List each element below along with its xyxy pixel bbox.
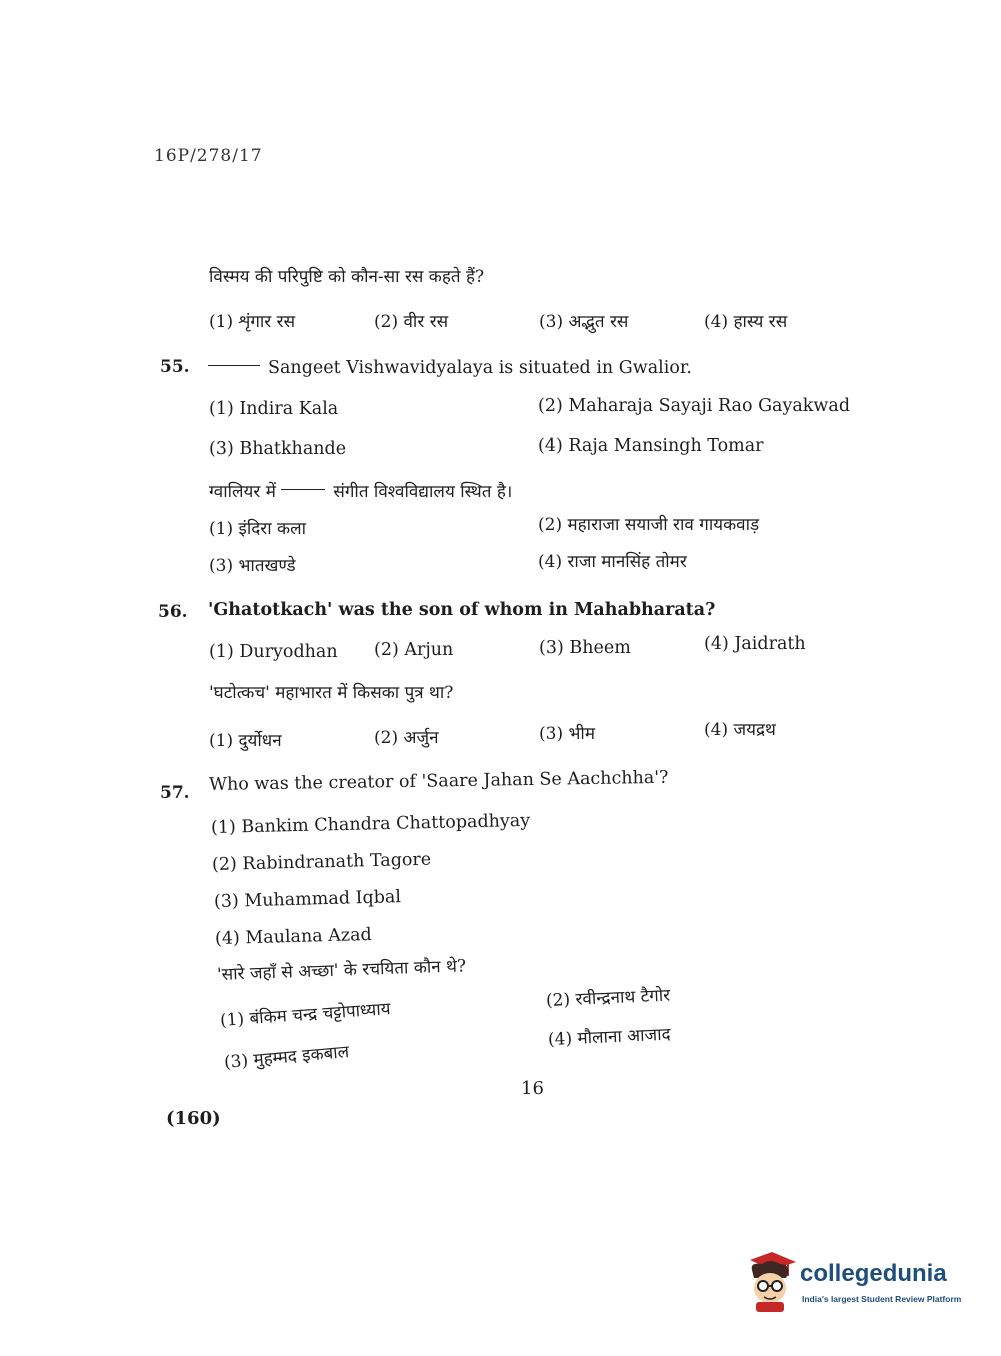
q55-question-text: Sangeet Vishwavidyalaya is situated in Gwalior. — [268, 358, 692, 378]
q55-hindi-option-2: (2) महाराजा सयाजी राव गायकवाड़ — [538, 515, 760, 535]
q56-option-4: (4) Jaidrath — [704, 634, 806, 654]
q56-option-1: (1) Duryodhan — [209, 642, 338, 662]
footer-code: (160) — [166, 1108, 221, 1129]
collegedunia-logo — [742, 1250, 972, 1320]
q56-number: 56. — [158, 602, 188, 622]
q57-option-4: (4) Maulana Azad — [214, 924, 372, 949]
q54-hindi-option-1: (1) शृंगार रस — [209, 312, 296, 332]
student-mascot-icon — [742, 1252, 800, 1314]
q57-hindi-option-4: (4) मौलाना आजाद — [547, 1024, 672, 1050]
q57-question: Who was the creator of 'Saare Jahan Se Aachchha'? — [208, 767, 669, 795]
logo-name: collegedunia — [800, 1260, 947, 1287]
q57-hindi-option-2: (2) रवीन्द्रनाथ टैगोर — [545, 985, 671, 1011]
q55-hindi-option-3: (3) भातखण्डे — [209, 556, 296, 576]
q55-hindi-option-1: (1) इंदिरा कला — [209, 519, 307, 539]
q55-option-3: (3) Bhatkhande — [209, 439, 347, 459]
q54-hindi-question: विस्मय की परिपुष्टि को कौन-सा रस कहते हैं? — [209, 267, 485, 287]
q55-hindi-option-4: (4) राजा मानसिंह तोमर — [538, 552, 687, 572]
q57-hindi-option-3: (3) मुहम्मद इकबाल — [223, 1042, 350, 1073]
q55-option-4: (4) Raja Mansingh Tomar — [538, 436, 764, 456]
q56-hindi-option-2: (2) अर्जुन — [374, 728, 439, 748]
q56-hindi-question: 'घटोत्कच' महाभारत में किसका पुत्र था? — [209, 683, 454, 703]
q57-number: 57. — [160, 783, 190, 803]
q55-hindi-pre: ग्वालियर में — [209, 482, 276, 502]
q54-hindi-option-2: (2) वीर रस — [374, 312, 449, 332]
paper-code: 16P/278/17 — [154, 146, 263, 166]
page-number: 16 — [521, 1078, 544, 1099]
q54-hindi-option-3: (3) अद्भुत रस — [539, 312, 629, 332]
q55-hindi-post: संगीत विश्वविद्यालय स्थित है। — [333, 482, 513, 502]
q55-question — [208, 358, 692, 378]
q56-hindi-option-4: (4) जयद्रथ — [704, 720, 776, 740]
q54-hindi-option-4: (4) हास्य रस — [704, 312, 788, 332]
q57-option-2: (2) Rabindranath Tagore — [211, 849, 432, 875]
q57-option-1: (1) Bankim Chandra Chattopadhyay — [210, 810, 531, 838]
q56-question: 'Ghatotkach' was the son of whom in Mahabharata? — [208, 600, 716, 620]
q55-option-2: (2) Maharaja Sayaji Rao Gayakwad — [538, 396, 851, 416]
q55-hindi-question — [209, 479, 512, 502]
q56-option-2: (2) Arjun — [374, 640, 454, 660]
logo-tagline: India's largest Student Review Platform — [802, 1294, 962, 1304]
q56-option-3: (3) Bheem — [539, 638, 631, 658]
q57-hindi-question: 'सारे जहाँ से अच्छा' के रचयिता कौन थे? — [216, 956, 467, 985]
q55-blank — [208, 365, 260, 366]
q56-hindi-option-3: (3) भीम — [539, 724, 596, 744]
q55-option-1: (1) Indira Kala — [209, 399, 339, 419]
q55-number: 55. — [160, 357, 190, 377]
q55-hindi-blank — [281, 489, 325, 490]
q57-option-3: (3) Muhammad Iqbal — [213, 887, 402, 912]
q57-hindi-option-1: (1) बंकिम चन्द्र चट्टोपाध्याय — [219, 999, 392, 1031]
q56-hindi-option-1: (1) दुर्योधन — [209, 731, 282, 751]
